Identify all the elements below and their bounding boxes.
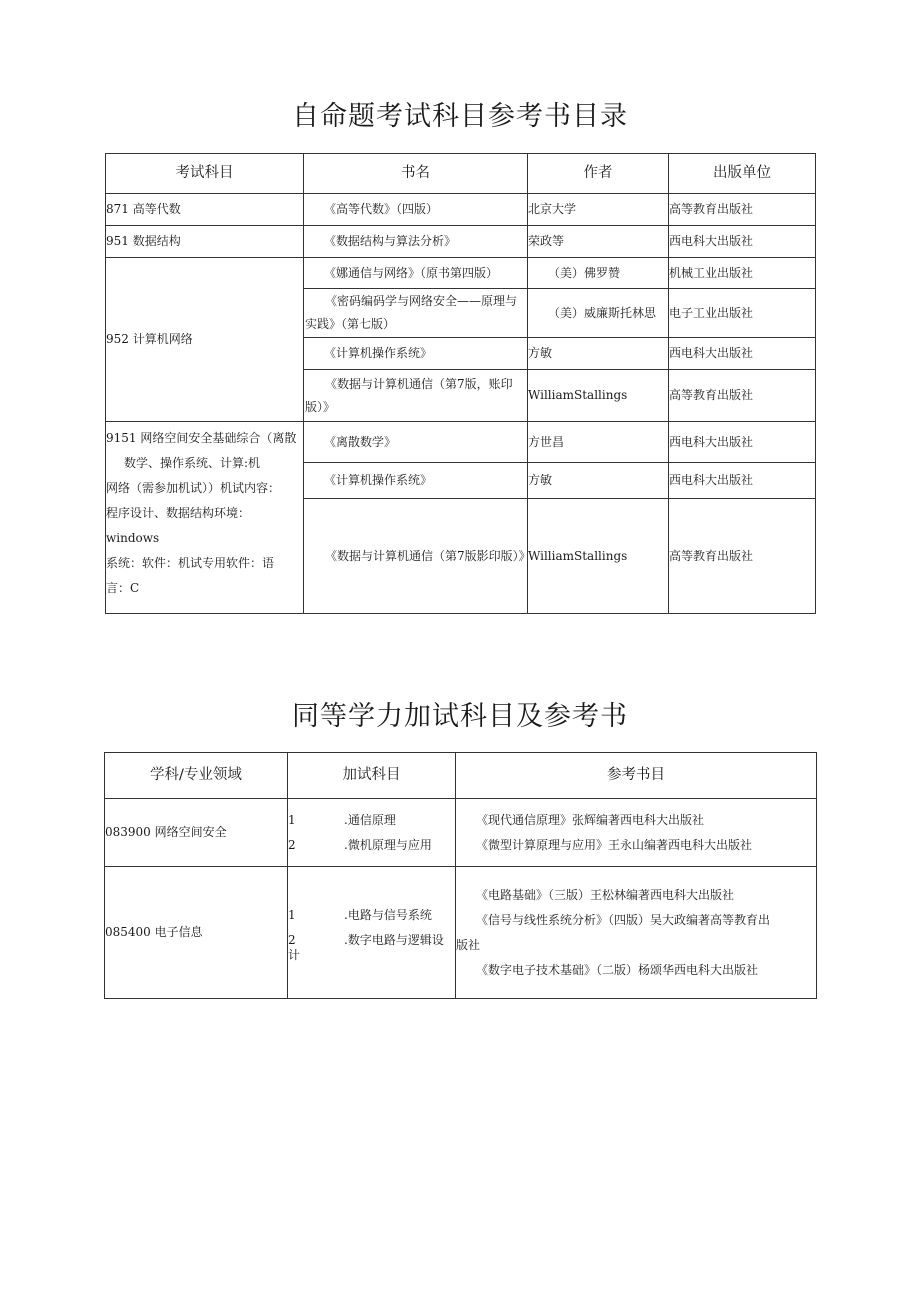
subject-item [288, 833, 455, 858]
author-cell: （美）佛罗赞 [528, 258, 669, 289]
subject-line: 数学、操作系统、计算:机 [124, 456, 261, 470]
author-cell: 方敏 [528, 338, 669, 370]
subject-item [288, 933, 455, 948]
publisher-cell: 机械工业出版社 [669, 258, 816, 289]
header-publisher: 出版单位 [669, 154, 816, 194]
subject-number: 1 [288, 812, 296, 827]
reference-item: 《微型计算原理与应用》王永山编著西电科大出版社 [476, 837, 753, 852]
header-book: 书名 [304, 154, 528, 194]
subject-cell: 951 数据结构 [106, 226, 304, 258]
table1-title: 自命题考试科目参考书目录 [292, 101, 628, 132]
table-row [105, 799, 817, 867]
field-cell: 083900 网络空间安全 [105, 799, 288, 867]
subject-number: 1 [288, 907, 296, 922]
header-author: 作者 [528, 154, 669, 194]
subject-name: .数字电路与逻辑设 [344, 932, 444, 947]
book-cell: 《数据与计算机通信（第7版影印版）》 [304, 499, 528, 614]
book-cell: 《娜通信与网络》（原书第四版） [304, 258, 528, 289]
header-subject: 考试科目 [106, 154, 304, 194]
table-row [106, 226, 816, 258]
publisher-cell: 西电科大出版社 [669, 463, 816, 499]
subject-cell: 952 计算机网络 [106, 258, 304, 422]
subject-number: 2 [288, 932, 296, 947]
subject-name: .通信原理 [344, 812, 396, 827]
publisher-cell: 高等教育出版社 [669, 370, 816, 422]
publisher-cell: 高等教育出版社 [669, 194, 816, 226]
author-cell: 方敏 [528, 463, 669, 499]
publisher-cell: 电子工业出版社 [669, 289, 816, 338]
publisher-cell: 西电科大出版社 [669, 338, 816, 370]
header-extra-subject: 加试科目 [288, 753, 456, 799]
references-cell [456, 799, 817, 867]
book-cell: 《计算机操作系统》 [304, 463, 528, 499]
book-cell: 《高等代数》（四版） [304, 194, 528, 226]
book-cell: 《离散数学》 [304, 422, 528, 463]
subject-cell [106, 422, 304, 614]
author-cell: （美）威廉斯托林思 [528, 289, 669, 338]
author-cell: WilliamStallings [528, 499, 669, 614]
book-cell: 《计算机操作系统》 [304, 338, 528, 370]
table-row [106, 258, 816, 289]
subject-name-tail: 计 [288, 947, 301, 962]
book-cell: 《数据与计算机通信（第7版，账印版）》 [304, 370, 528, 422]
table-row [106, 422, 816, 463]
reference-item: 《电路基础》（三版）王松林编著西电科大出版社 [476, 887, 735, 902]
author-cell: 北京大学 [528, 194, 669, 226]
book-cell: 《数据结构与算法分析》 [304, 226, 528, 258]
reference-item: 《信号与线性系统分析》（四版）吴大政编著高等教育出版社 [456, 912, 771, 952]
table-header-row [105, 753, 817, 799]
subjects-cell [288, 799, 456, 867]
subjects-cell [288, 867, 456, 999]
subject-name: .微机原理与应用 [344, 837, 432, 852]
subject-item [288, 903, 455, 928]
equivalent-exam-table [104, 752, 817, 999]
author-cell: WilliamStallings [528, 370, 669, 422]
field-cell: 085400 电子信息 [105, 867, 288, 999]
publisher-cell: 高等教育出版社 [669, 499, 816, 614]
header-field: 学科/专业领域 [105, 753, 288, 799]
publisher-cell: 西电科大出版社 [669, 226, 816, 258]
subject-line: 言：C [106, 581, 140, 595]
book-cell: 《密码编码学与网络安全——原理与实践》（第七版） [304, 289, 528, 338]
publisher-cell: 西电科大出版社 [669, 422, 816, 463]
references-cell [456, 867, 817, 999]
subject-line: 程序设计、数据结构环境：windows [106, 506, 251, 545]
author-cell: 方世昌 [528, 422, 669, 463]
subject-line: 系统：软件：机试专用软件：语 [106, 556, 275, 570]
subject-number: 2 [288, 837, 296, 852]
reference-item: 《现代通信原理》张辉编著西电科大出版社 [476, 812, 705, 827]
subject-cell: 871 高等代数 [106, 194, 304, 226]
reference-books-table [105, 153, 816, 614]
table-row [106, 194, 816, 226]
reference-item: 《数字电子技术基础》（二版）杨颂华西电科大出版社 [476, 962, 759, 977]
table-header-row [106, 154, 816, 194]
subject-line: 9151 网络空间安全基础综合（离散 [106, 431, 297, 445]
table2-title: 同等学力加试科目及参考书 [292, 701, 628, 732]
table-row [105, 867, 817, 999]
header-references: 参考书目 [456, 753, 817, 799]
subject-line: 网络（需参加机试））机试内容： [106, 481, 281, 495]
subject-name: .电路与信号系统 [344, 907, 432, 922]
author-cell: 荣政等 [528, 226, 669, 258]
subject-item [288, 808, 455, 833]
